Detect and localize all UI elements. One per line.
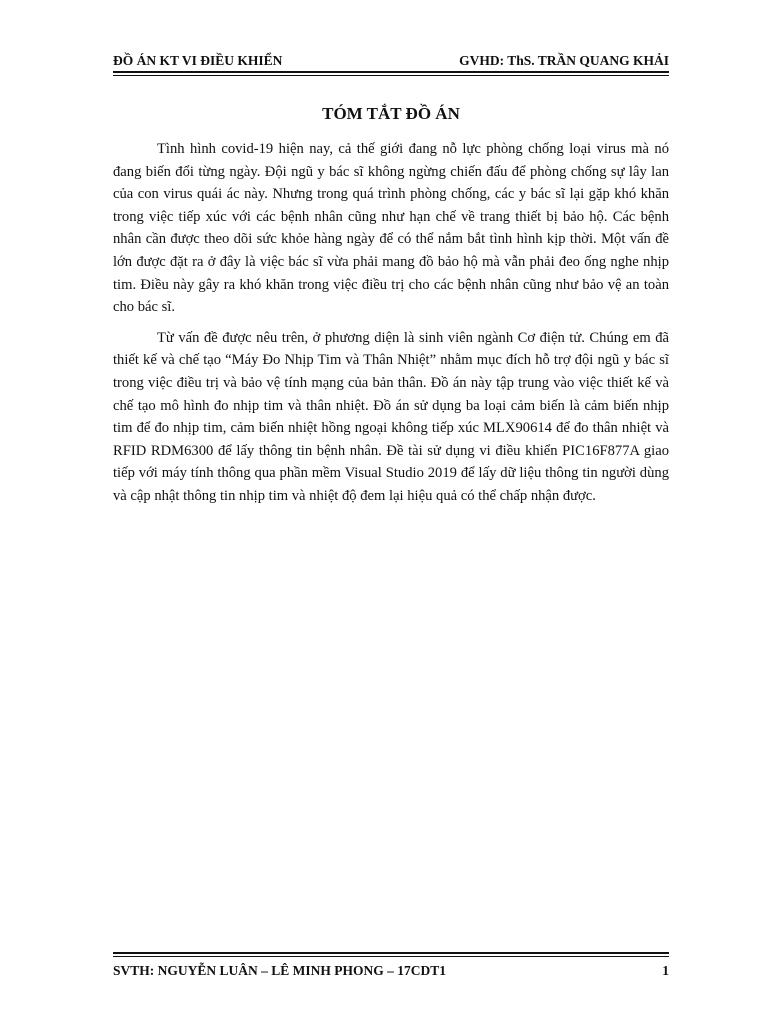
document-body bbox=[113, 138, 669, 516]
page-number: 1 bbox=[662, 963, 669, 978]
footer-rule-thin bbox=[113, 956, 669, 957]
footer-rule-thick bbox=[113, 952, 669, 954]
footer-students: SVTH: NGUYỄN LUÂN – LÊ MINH PHONG – 17CDT1 bbox=[113, 963, 447, 978]
page-title: TÓM TẮT ĐỒ ÁN bbox=[322, 104, 460, 123]
header-course-title: ĐỒ ÁN KT VI ĐIỀU KHIỂN bbox=[113, 53, 283, 68]
header-rule-thick bbox=[113, 71, 669, 73]
header-advisor: GVHD: ThS. TRẦN QUANG KHẢI bbox=[459, 53, 669, 68]
header-rule-thin bbox=[113, 75, 669, 76]
page-header bbox=[113, 50, 669, 72]
page-footer bbox=[113, 960, 669, 982]
paragraph-2: Từ vấn đề được nêu trên, ở phương diện là sinh viên ngành Cơ điện tử. Chúng em đã thiết kế và chế tạo “Máy Đo Nhịp Tim và Thân Nhiệt” nhằm mục đích hỗ trợ đội ngũ y bác sĩ trong việc điều trị và bảo vệ tính mạng của bản thân. Đồ án này tập trung vào việc thiết kế và chế tạo mô hình đo nhịp tim và thân nhiệt. Đồ án sử dụng ba loại cảm biến là cảm biến nhịp tim để đo nhịp tim, cảm biến nhiệt hồng ngoại không tiếp xúc MLX90614 để đo thân nhiệt và RFID RDM6300 để lấy thông tin bệnh nhân. Đề tài sử dụng vi điều khiển PIC16F877A giao tiếp với máy tính thông qua phần mềm Visual Studio 2019 để lấy dữ liệu thông tin người dùng và cập nhật thông tin nhịp tim và nhiệt độ đem lại hiệu quả có thể chấp nhận được. bbox=[113, 329, 669, 504]
paragraph-1: Tình hình covid-19 hiện nay, cả thế giới đang nỗ lực phòng chống loại virus mà nó đang biến đổi từng ngày. Đội ngũ y bác sĩ không ngừng chiến đấu để phòng chống sự lây lan của con virus quái ác này. Nhưng trong quá trình phòng chống, các y bác sĩ lại gặp khó khăn trong việc tiếp xúc với các bệnh nhân cũng như hạn chế về trang thiết bị bảo hộ. Các bệnh nhân cần được theo dõi sức khỏe hàng ngày để có thể nắm bắt tình hình kịp thời. Một vấn đề lớn được đặt ra ở đây là việc bác sĩ vừa phải mang đồ bảo hộ mà vẫn phải đeo ống nghe nhịp tim. Điều này gây ra khó khăn trong việc điều trị cho các bệnh nhân cũng như bảo vệ an toàn cho bác sĩ. bbox=[113, 141, 669, 316]
